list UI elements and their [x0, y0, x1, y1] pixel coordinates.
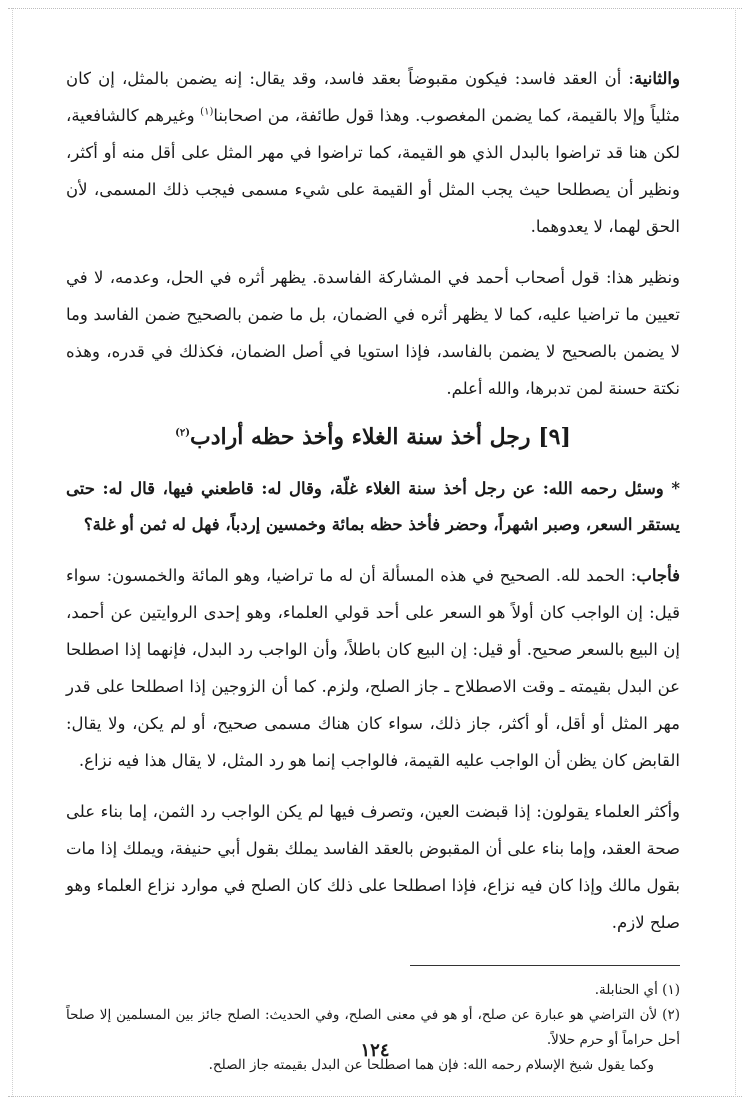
answer-text: : الحمد لله. الصحيح في هذه المسألة أن له ما تراضيا، وهو المائة والخمسون: سواء قيل: إن الواجب كان أولاً هو السعر على أحد قولي العلماء، وهو إحدى الروايتين عن أحمد، إن البيع بالسعر صحيح. أو قيل: إن البيع كان باطلاً، وأن الواجب رد البدل، فإنهما إذا اصطلحا عن البدل بقيمته ـ وقت الاصطلاح ـ جاز الصلح، ولزم. كما أن الزوجين إذا اصطلحا على قدر مهر المثل أو أقل، أو أكثر، جاز ذلك، سواء كان هناك مسمى صحيح، أو لم يكن، ولا يقال: القابض كان يظن أن الواجب عليه القيمة، فالواجب إنما هو رد المثل، لا يقال هذا فيه نزاع.: [66, 566, 680, 770]
paragraph-text: وغيرهم كالشافعية، لكن هنا قد تراضوا بالبدل الذي هو القيمة، كما تراضوا في مهر المثل على أقل منه أو أكثر، ونظير أن يصطلحا حيث يجب المثل أو القيمة على شيء مسمى فيجب ذلك المسمى، لأن الحق لهما، لا يعدوهما.: [66, 106, 680, 236]
footnote-1: [66, 978, 680, 1003]
footnote-text: وكما يقول شيخ الإسلام رحمه الله: فإن هما اصطلحا عن البدل بقيمته جاز الصلح.: [208, 1057, 654, 1073]
paragraph-second-opinion: [66, 60, 680, 245]
footnote-ref-2[interactable]: (٢): [175, 427, 190, 439]
paragraph-lead: والثانية: [633, 69, 680, 88]
paragraph-analogy: ونظير هذا: قول أصحاب أحمد في المشاركة الفاسدة. يظهر أثره في الحل، وعدمه، لا في تعيين ما تراضيا عليه، كما لا يظهر أثره في الضمان، بل ما ضمن بالصحيح ضمن الفاسد وما لا يضمن بالصحيح لا يضمن بالفاسد، فإذا استويا في أصل الضمان، فكذلك في قدره، وهذه نكتة حسنة لمن تدبرها، والله أعلم.: [66, 268, 680, 398]
footnote-marker: (٢): [662, 1007, 680, 1023]
page-frame-top: [8, 8, 742, 9]
page-number: ١٢٤: [360, 1040, 390, 1061]
page-frame-bottom: [8, 1096, 742, 1097]
question-paragraph: * وسئل رحمه الله: عن رجل أخذ سنة الغلاء غلّة، وقال له: قاطعني فيها، قال له: حتى يستقر السعر، وصبر اشهراً، وحضر فأخذ حظه بمائة وخمسين إردباً، فهل له ثمن أو غلة؟: [66, 479, 680, 534]
footnote-separator: [410, 965, 680, 966]
footnote-text: أي الحنابلة.: [594, 982, 658, 998]
page-frame-right: [735, 8, 736, 1097]
answer-lead: فأجاب: [636, 566, 680, 585]
paragraph-scholars: وأكثر العلماء يقولون: إذا قبضت العين، وتصرف فيها لم يكن الواجب رد الثمن، إما بناء على صحة العقد، وإما بناء على أن المقبوض بالعقد الفاسد يملك بقول أبي حنيفة، ويملك إذا مات بقول مالك وإذا كان فيه نزاع، فإذا اصطلحا على ذلك كان الصلح في موارد نزاع العلماء وهو صلح لازم.: [66, 802, 680, 932]
footnote-text: لأن التراضي هو عبارة عن صلح، أو هو في معنى الصلح، وفي الحديث: الصلح جائز بين المسلمين إلا صلحاً أحل حراماً أو حرم حلالاً.: [66, 1007, 680, 1048]
footnote-ref-1[interactable]: (١): [200, 106, 214, 118]
page-frame-left: [12, 8, 13, 1097]
page-body: [66, 60, 680, 1078]
paragraph-answer: [66, 557, 680, 779]
footnote-marker: (١): [662, 982, 680, 998]
section-title: [٩] رجل أخذ سنة الغلاء وأخذ حظه أرادب: [189, 424, 571, 450]
section-heading: [66, 417, 680, 457]
paragraph-text: : أن العقد فاسد: فيكون مقبوضاً بعقد فاسد، وقد يقال: إنه يضمن بالمثل، إن كان مثلياً وإلا بالقيمة، كما يضمن المغصوب. وهذا قول طائفة، من اصحابنا: [66, 69, 680, 125]
